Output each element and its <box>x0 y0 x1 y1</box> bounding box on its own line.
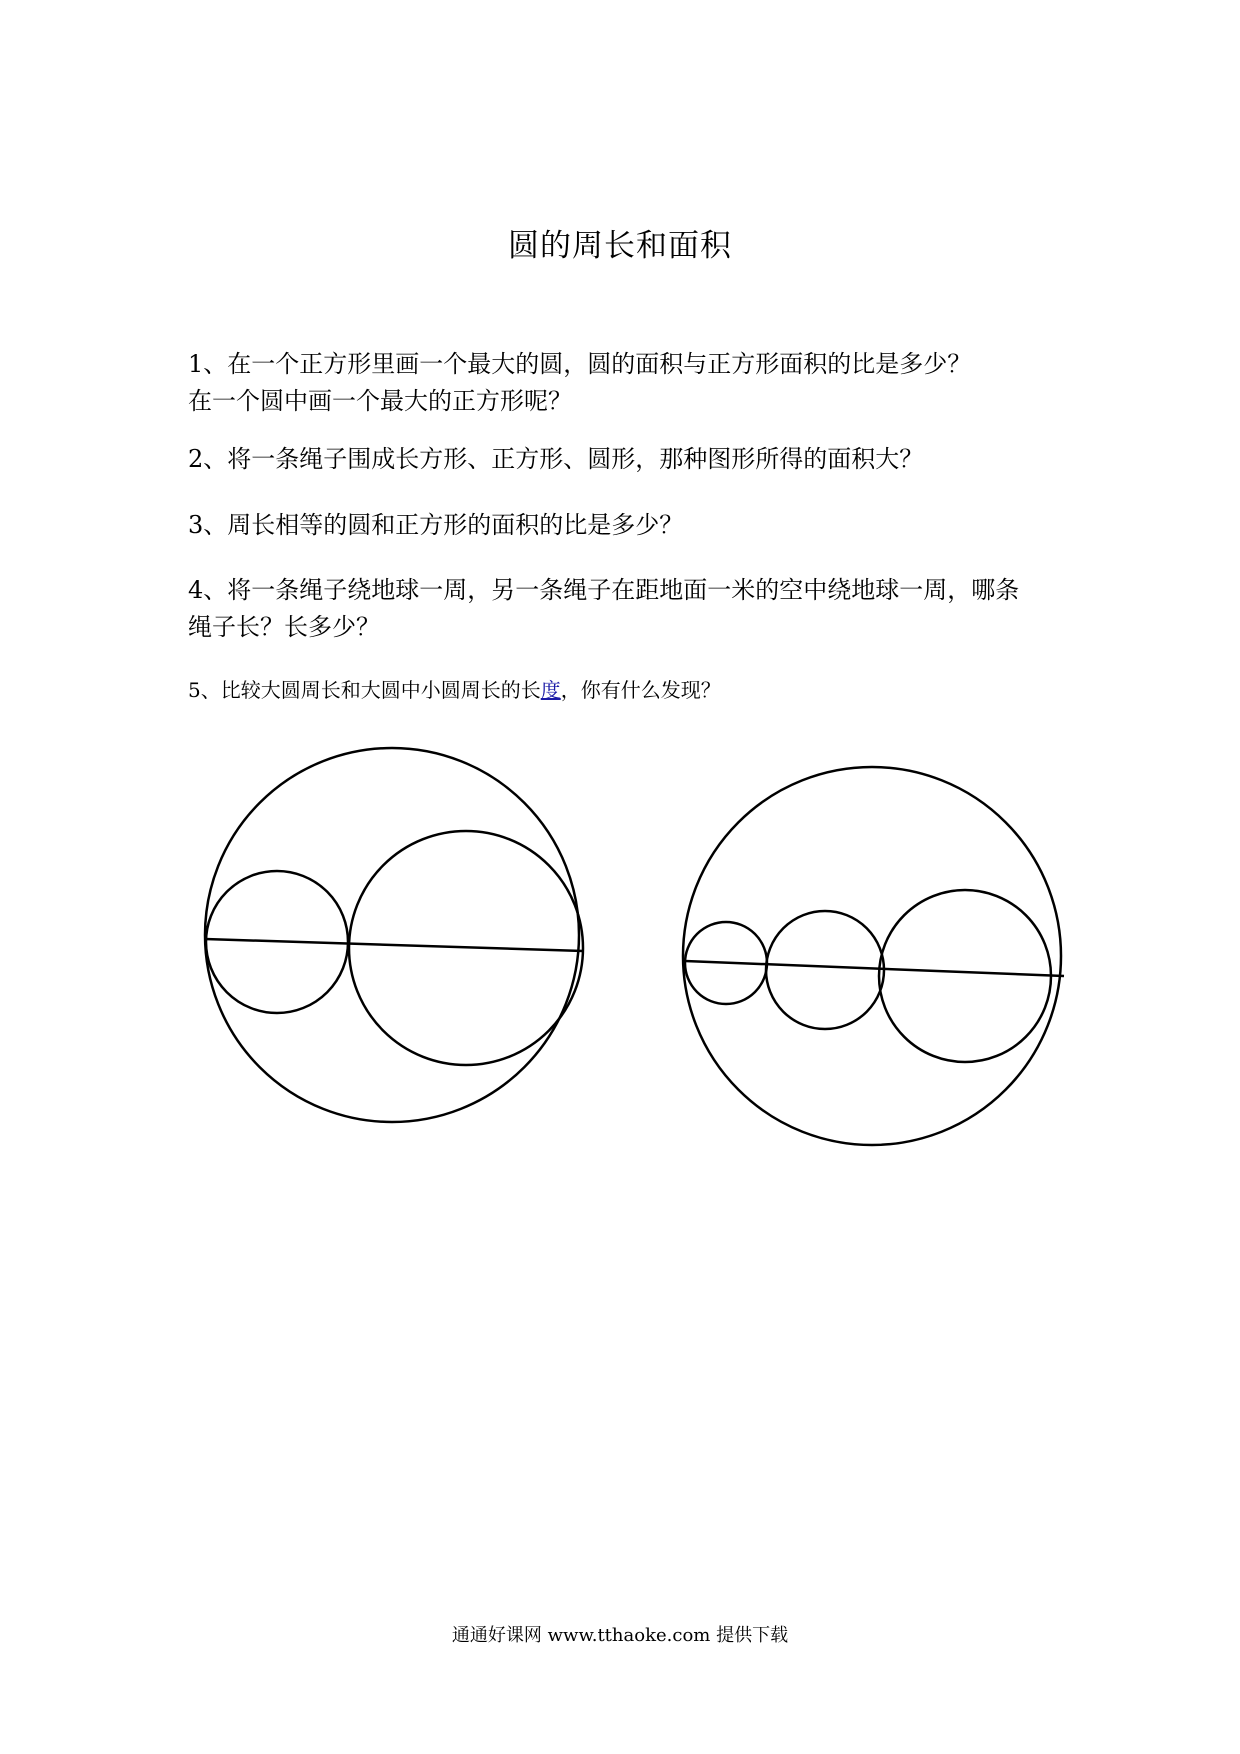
question-4-line-2: 绳子长？长多少？ <box>188 613 380 641</box>
left-large-circle <box>205 748 579 1122</box>
question-5-text-before: 5、比较大圆周长和大圆中小圆周长的长 <box>188 678 541 702</box>
left-diameter-line <box>205 939 583 951</box>
question-3-line-1: 3、周长相等的圆和正方形的面积的比是多少？ <box>188 511 684 539</box>
right-large-inner-circle <box>879 890 1051 1062</box>
page-footer: 通通好课网 www.tthaoke.com 提供下载 <box>451 1625 789 1646</box>
page-title: 圆的周长和面积 <box>508 228 732 264</box>
question-5-text-after: ，你有什么发现？ <box>560 678 721 702</box>
question-2-line-1: 2、将一条绳子围成长方形、正方形、圆形，那种图形所得的面积大？ <box>188 445 924 473</box>
right-medium-circle <box>766 911 884 1029</box>
question-5-link[interactable]: 度 <box>540 678 561 702</box>
question-1-line-1: 1、在一个正方形里画一个最大的圆，圆的面积与正方形面积的比是多少？ <box>188 350 972 378</box>
right-large-circle <box>683 767 1061 1145</box>
question-4-line-1: 4、将一条绳子绕地球一周，另一条绳子在距地面一米的空中绕地球一周，哪条 <box>188 576 1020 604</box>
question-1-line-2: 在一个圆中画一个最大的正方形呢？ <box>188 387 572 415</box>
right-diameter-line <box>685 961 1064 976</box>
